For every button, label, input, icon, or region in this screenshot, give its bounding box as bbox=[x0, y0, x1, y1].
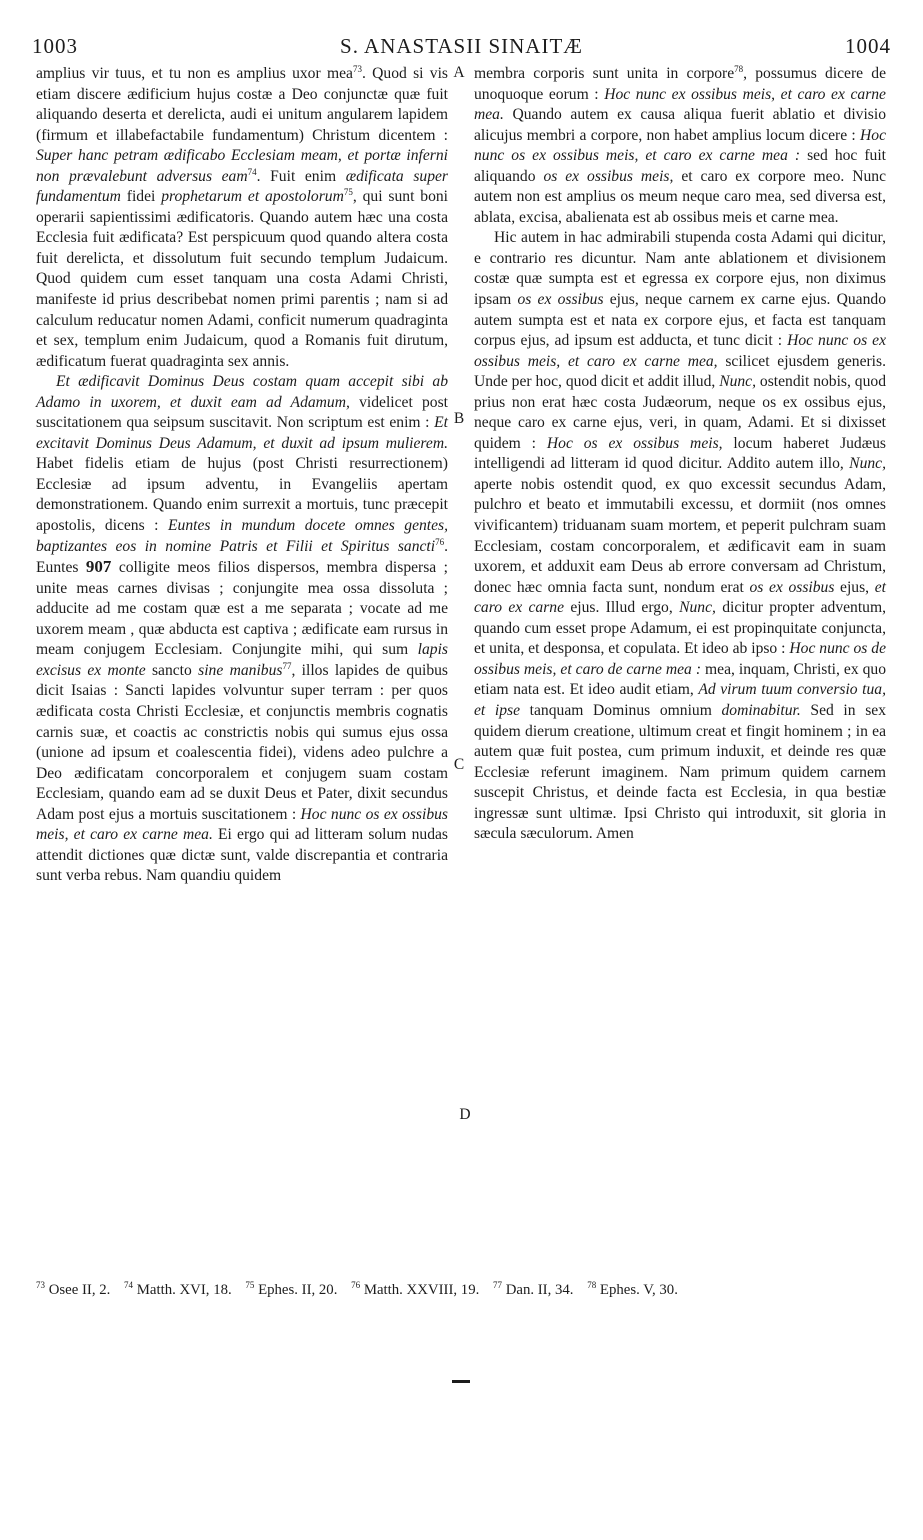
margin-marker-b: B bbox=[453, 410, 465, 427]
footnote: $^{77}$ Dan. II, 34. bbox=[493, 1280, 574, 1298]
margin-marker-a: A bbox=[453, 64, 465, 81]
footnote-ref: 74 bbox=[247, 166, 257, 177]
footnotes bbox=[36, 1280, 889, 1300]
margin-marker-c: C bbox=[453, 756, 465, 773]
margin-marker-d: D bbox=[459, 1106, 471, 1123]
running-title: S. ANASTASII SINAITÆ bbox=[340, 34, 583, 58]
footnote: $^{76}$ Matth. XXVIII, 19. bbox=[351, 1280, 480, 1298]
left-paragraph-2: Et ædificavit Dominus Deus costam quam accepit sibi ab Adamo in uxorem, et duxit eam ad Adamum, videlicet post suscitationem qua seipsum suscitavit. Non scriptum est enim : Et excitavit Dominus Deus Adamum, et duxit ad ipsum mulierem. Habet fidelis etiam de hujus (post Christi resurrectionem) Ecclesiæ ad ipsum adventu, in Evangeliis apertam demonstrationem. Quando enim surrexit a mortuis, tunc præcepit apostolis, dicens : Euntes in mundum docete omnes gentes, baptizantes eos in nomine Patris et Filii et Spiritus sancti$^{76}$. Euntes 907 colligite meos filios dispersos, membra dispersa ; unite meas carnes divisas ; conjungite mea ossa dissoluta ; adducite ad me costam quæ est a me separata ; vocate ad me uxorem meam , quæ abducta est captiva ; ædificate eam rursus in meam conjugem Ecclesiam. Conjungite mihi, qui sum lapis excisus ex monte sancto sine manibus$^{77}$, illos lapides de quibus dicit Isaias : Sancti lapides volvuntur super terram : per quos ædificata costa Christi Ecclesiæ, et conjunctis membris cognatis carnis suæ, et coactis ac constrictis nobis qui sumus ejus ossa (unione ad ipsum et coalescentia fidei), videns adeo pulchre a Deo ædificatam concorporalem et conjugem suam costam Ecclesiam, quando eam ad se duxit Deus et Pater, dixit secundus Adam post ejus a mortuis suscitationem : Hoc nunc os ex ossibus meis, et caro ex carne mea. Ei ergo qui ad litteram solum nudas attendit dictiones quæ dictæ sunt, valde discrepantia et contraria sunt verba rebus. Nam quandiu quidem bbox=[36, 373, 449, 885]
page-end-dash bbox=[452, 1380, 470, 1383]
footnote-ref: 76 bbox=[435, 536, 445, 547]
footnote-ref: 78 bbox=[734, 63, 744, 74]
page-number-left: 1003 bbox=[32, 34, 78, 58]
left-column bbox=[36, 64, 448, 887]
footnote: $^{73}$ Osee II, 2. bbox=[36, 1280, 111, 1298]
footnote-ref: 73 bbox=[352, 63, 362, 74]
footnote: $^{75}$ Ephes. II, 20. bbox=[245, 1280, 338, 1298]
footnote: $^{74}$ Matth. XVI, 18. bbox=[124, 1280, 232, 1298]
column-number: 907 bbox=[85, 557, 112, 577]
footnote: $^{78}$ Ephes. V, 30. bbox=[587, 1280, 678, 1298]
page-number-right: 1004 bbox=[845, 34, 891, 58]
footnote-ref: 77 bbox=[282, 660, 292, 671]
right-paragraph-1: membra corporis sunt unita in corpore$^{78}$, possumus dicere de unoquoque eorum : Hoc nunc ex ossibus meis, et caro ex carne mea. Quando autem ex causa aliqua fuerit ablatio et divisio alicujus membri a corpore, non habet amplius locum dicere : Hoc nunc os ex ossibus meis, et caro ex carne mea : sed hoc fuit aliquando os ex ossibus meis, et caro ex corpore meo. Nunc autem non est amplius os meum neque caro mea, sed diversa est, ablata, excisa, abalienata est ab ossibus meis et carne mea. bbox=[474, 63, 887, 226]
right-paragraph-2: Hic autem in hac admirabili stupenda costa Adami qui dicitur, e contrario res dicuntur. Nam ante ablationem et divisionem costæ quæ sumpta est et egressa ex corpore ejus, non diximus ipsam os ex ossibus ejus, neque carnem ex carne ejus. Quando autem sumpta est et nata ex corpore ejus, et facta est tanquam corpus ejus, ad ipsum est adducta, et tunc dicit : Hoc nunc os ex ossibus meis, et caro ex carne mea, scilicet ejusdem generis. Unde per hoc, quod dicit et addit illud, Nunc, ostendit nobis, quod prius non erat hæc costa Judæorum, neque os ex ossibus ejus, neque caro ex carne ejus, veri, in quam, Adami. Et si dixisset quidem : Hoc os ex ossibus meis, locum haberet Judæus intelligendi ad litteram id quod dicitur. Addito autem illo, Nunc, aperte nobis ostendit quod, ex quo excessit secundus Adam, pulchro et beato et immutabili excessu, et dormiit (nos omnes vivificantem) triduanam suam mortem, et peperit pulchram suam Ecclesiam, costam concorporalem, et ædificavit eam in suam uxorem, et adduxit eam Deus ab errore conversam ad Christum, donec hæc omnia facta sunt, nondum erat os ex ossibus ejus, et caro ex carne ejus. Illud ergo, Nunc, dicitur propter adventum, quando cum esset prope Adamum, ei est propinquitate conjuncta, et unita, et desponsa, et copulata. Et ideo ab ipso : Hoc nunc os de ossibus meis, et caro de carne mea : mea, inquam, Christi, ex quo etiam nata est. Et ideo audit etiam, Ad virum tuum conversio tua, et ipse tanquam Dominus omnium dominabitur. Sed in sex quidem dierum creatione, ultimum creat et fingit hominem ; in ea autem quæ fuit postea, cum primum induxit, et deinde res quæ Ecclesiæ referunt imaginem. Nam primum quidem carnem suscepit Christus, et deinde facta est Ecclesia, in qua bestiæ ingressæ sunt ultimæ. Ipsi Christo qui introduxit, sit gloria in sæcula sæculorum. Amen bbox=[474, 229, 887, 843]
footnote-ref: 75 bbox=[343, 187, 353, 198]
left-paragraph-1: amplius vir tuus, et tu non es amplius uxor mea$^{73}$. Quod si vis etiam discere ædificium hujus costæ a Deo conjunctæ quæ fuit aliquando deserta et derelicta, audi ei unitum angularem lapidem (firmum et illabefactabile fundamentum) Christum dicentem : Super hanc petram ædificabo Ecclesiam meam, et portæ inferni non prævalebunt adversus eam$^{74}$. Fuit enim ædificata super fundamentum fidei prophetarum et apostolorum$^{75}$, qui sunt boni operarii sapientissimi ædificatoris. Quando autem hæc una costa Ecclesia fuit ædificata? Est perspicuum quod quando altera costa fuit derelicta, et dissolutum fuit secundo templum Judaicum. Quod quidem cum esset tanquam una costa Adami Christi, manifeste id prius describebat nomen primi parentis ; nam si ad calculum reducatur nomen Adami, conficit numerum quadraginta et sex, templum enim Judaicum, quod a Romanis fuit dirutum, ædificatum fuerat quadraginta sex annis. bbox=[36, 63, 448, 370]
right-column bbox=[474, 64, 886, 845]
page-header bbox=[32, 28, 891, 60]
